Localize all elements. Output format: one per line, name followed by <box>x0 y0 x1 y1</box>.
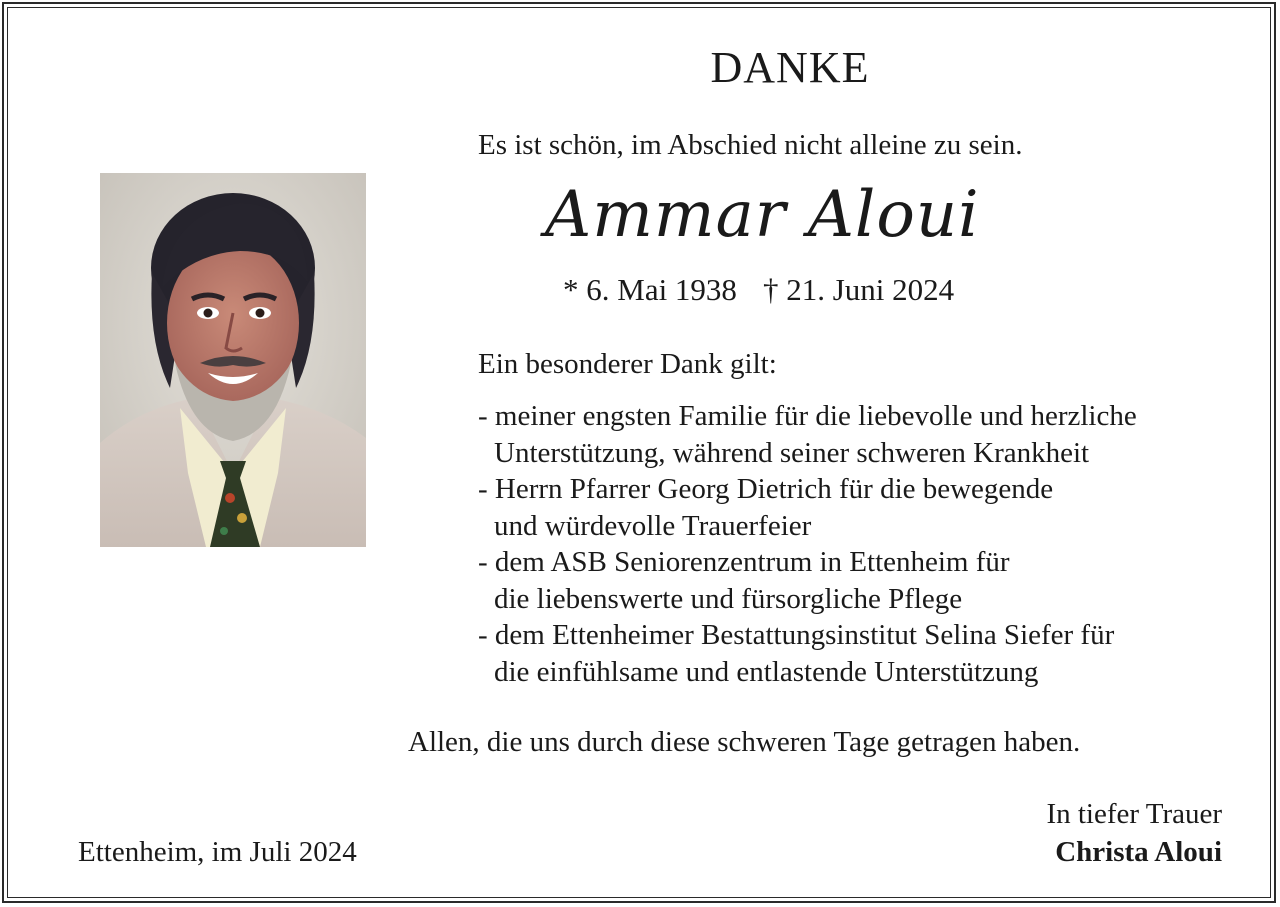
thanks-list <box>478 398 1137 690</box>
thanks-item-line: - Herrn Pfarrer Georg Dietrich für die bewegende <box>478 473 1054 505</box>
signature-intro: In tiefer Trauer <box>1046 798 1222 830</box>
thanks-item <box>478 398 1137 471</box>
closing-text: Allen, die uns durch diese schweren Tage getragen haben. <box>408 726 1081 758</box>
thanks-item-line: - meiner engsten Familie für die liebevolle und herzliche <box>478 400 1137 432</box>
thanks-item-continuation: die einfühlsame und entlastende Unterstützung <box>494 655 1039 688</box>
place-date: Ettenheim, im Juli 2024 <box>78 836 357 868</box>
deceased-name: Ammar Aloui <box>545 178 980 252</box>
notice-title: DANKE <box>710 43 870 92</box>
portrait-illustration <box>100 173 366 547</box>
thanks-item <box>478 617 1137 690</box>
thanks-item-continuation: die liebenswerte und fürsorgliche Pflege <box>494 582 963 615</box>
life-dates <box>563 272 954 308</box>
motto-text: Es ist schön, im Abschied nicht alleine zu sein. <box>478 129 1023 161</box>
thanks-item-continuation: Unterstützung, während seiner schweren Krankheit <box>494 436 1090 469</box>
birth-date: * 6. Mai 1938 <box>563 272 737 307</box>
thanks-item-line: - dem Ettenheimer Bestattungsinstitut Selina Siefer für <box>478 619 1115 651</box>
thanks-item <box>478 471 1137 544</box>
thanks-item-continuation: und würdevolle Trauerfeier <box>494 509 812 542</box>
death-date: † 21. Juni 2024 <box>762 272 955 307</box>
thanks-intro: Ein besonderer Dank gilt: <box>478 348 777 380</box>
portrait-photo <box>100 173 366 547</box>
signature-name: Christa Aloui <box>1055 836 1222 868</box>
thanks-item-line: - dem ASB Seniorenzentrum in Ettenheim für <box>478 546 1010 578</box>
thanks-item <box>478 544 1137 617</box>
